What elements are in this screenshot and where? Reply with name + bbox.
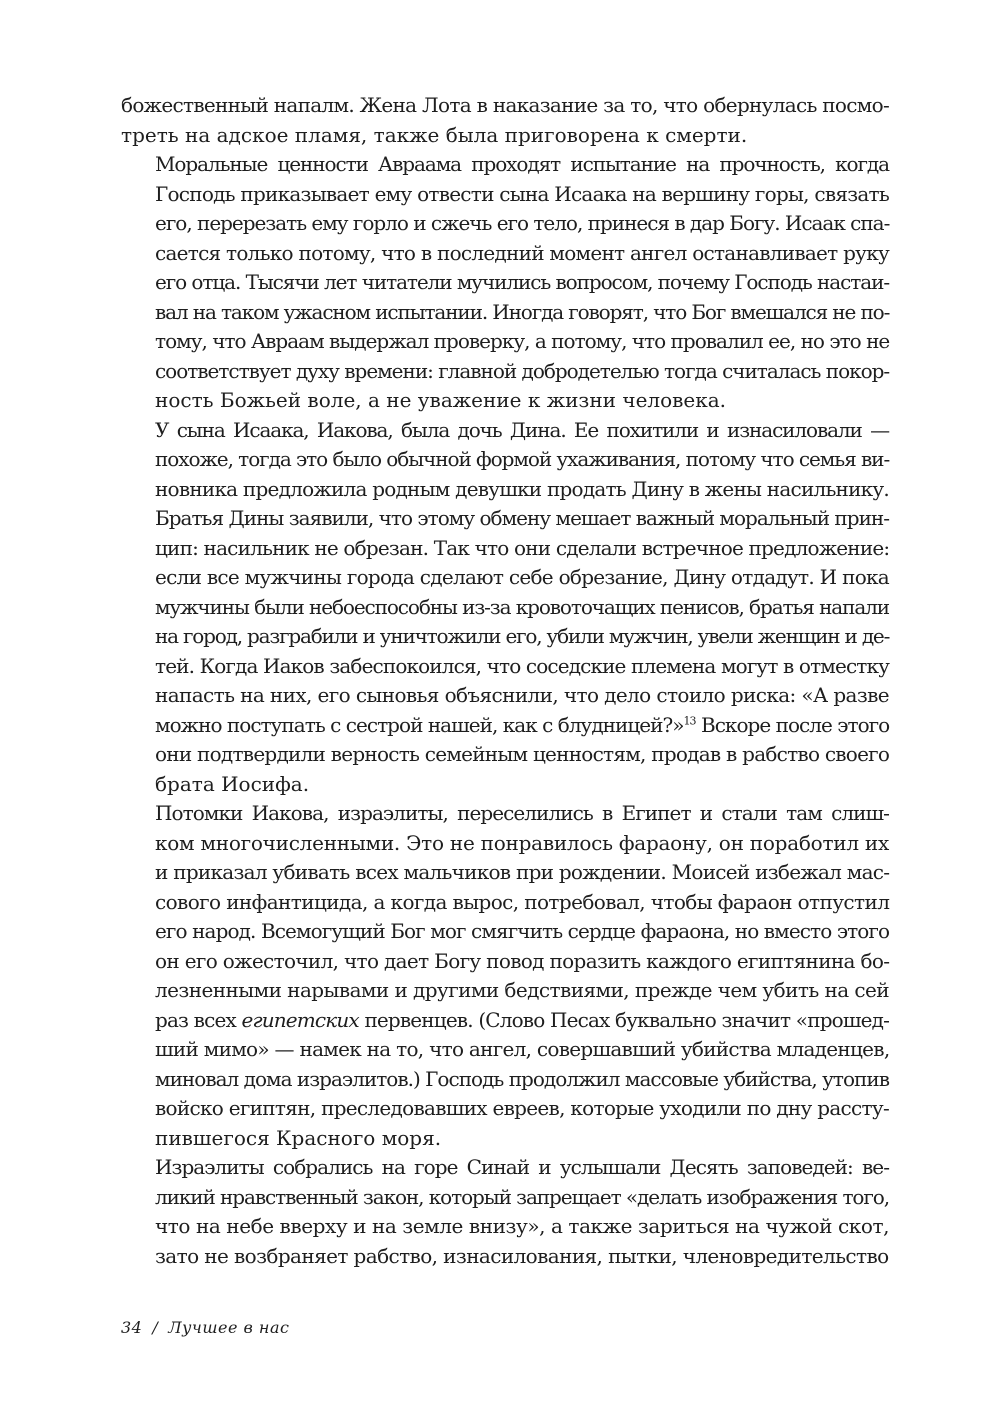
text-line: цип: насильник не обрезан. Так что они сделали встречное предложение:	[155, 535, 890, 560]
footnote-line-text: Вскоре после этого	[695, 712, 890, 737]
text-line: новника предложила родным девушки продать Дину в жены насильнику.	[155, 476, 889, 501]
footnote-line-text: можно поступать с сестрой нашей, как с блудницей?»	[155, 712, 684, 737]
text-line: его народ. Всемогущий Бог мог смягчить сердце фараона, но вместо этого	[155, 919, 890, 943]
text-line: сового инфантицида, а когда вырос, потребовал, чтобы фараон отпустил	[155, 889, 890, 914]
text-line: напасть на них, его сыновья объяснили, что дело стоило риска: «А разве	[155, 683, 889, 707]
text-line: миновал дома израэлитов.) Господь продолжил массовые убийства, утопив	[155, 1066, 889, 1091]
text-line: если все мужчины города сделают себе обрезание, Дину отдадут. И пока	[155, 565, 889, 589]
text-line: его, перерезать ему горло и сжечь его тело, принеся в дар Богу. Исаак спа-	[155, 211, 890, 235]
text-line: Господь приказывает ему отвести сына Исаака на вершину горы, связать	[155, 181, 889, 206]
paragraph	[121, 150, 889, 416]
text-line: У сына Исаака, Иакова, была дочь Дина. Ее похитили и изнасиловали —	[155, 417, 889, 442]
text-line: на город, разграбили и уничтожили его, убили мужчин, увели женщин и де-	[155, 624, 890, 648]
footer-separator: /	[152, 1318, 159, 1337]
text-line: ликий нравственный закон, который запрещает «делать изображения того,	[155, 1184, 889, 1209]
text-line: войско египтян, преследовавших евреев, которые уходили по дну рассту-	[155, 1096, 889, 1120]
text-line: Потомки Иакова, израэлиты, переселились в Египет и стали там слиш-	[155, 801, 889, 825]
text-line: божественный напалм. Жена Лота в наказание за то, что обернулась посмо-	[121, 93, 889, 117]
text-line: соответствует духу времени: главной добродетелью тогда считалась покор-	[155, 358, 890, 383]
paragraph	[121, 799, 889, 1153]
page-number: 34	[121, 1318, 143, 1337]
text-line: ший мимо» — намек на то, что ангел, совершавший убийства младенцев,	[155, 1037, 890, 1061]
text-line: его отца. Тысячи лет читатели мучились вопросом, почему Господь настаи-	[155, 270, 889, 294]
text-line: лезненными нарывами и другими бедствиями, прежде чем убить на сей	[155, 978, 890, 1002]
text-line: зато не возбраняет рабство, изнасилования, пытки, членовредительство	[155, 1243, 889, 1268]
body-text	[121, 91, 889, 1271]
italic-word: египетских	[241, 1007, 359, 1032]
line-text: первенцев. (Слово Песах буквально значит «прошед-	[358, 1007, 889, 1032]
text-line: Моральные ценности Авраама проходят испытание на прочность, когда	[155, 152, 889, 176]
book-title: Лучшее в нас	[168, 1318, 290, 1337]
text-line: что на небе вверху и на земле внизу», а также зариться на чужой скот,	[155, 1214, 889, 1238]
text-line: сается только потому, что в последний момент ангел останавливает руку	[155, 240, 889, 265]
text-line: ком многочисленными. Это не понравилось фараону, он поработил их	[155, 830, 890, 855]
text-line: пившегося Красного моря.	[155, 1125, 442, 1150]
text-line: брата Иосифа.	[155, 771, 310, 796]
text-line: и приказал убивать всех мальчиков при рождении. Моисей избежал мас-	[155, 860, 890, 884]
line-text: раз всех	[155, 1007, 242, 1032]
text-line: Израэлиты собрались на горе Синай и услышали Десять заповедей: ве-	[155, 1155, 889, 1179]
text-line	[121, 711, 889, 741]
paragraph	[121, 1153, 889, 1271]
paragraph	[121, 91, 889, 150]
page-footer	[121, 1318, 289, 1337]
text-line: Братья Дины заявили, что этому обмену мешает важный моральный прин-	[155, 506, 890, 530]
text-line: они подтвердили верность семейным ценностям, продав в рабство своего	[155, 742, 890, 766]
text-line	[121, 1006, 889, 1036]
text-line: ность Божьей воле, а не уважение к жизни человека.	[155, 388, 727, 412]
text-line: тей. Когда Иаков забеспокоился, что соседские племена могут в отместку	[155, 653, 889, 678]
paragraph	[121, 416, 889, 800]
text-line: мужчины были небоеспособны из-за кровоточащих пенисов, братья напали	[155, 594, 889, 619]
text-line: он его ожесточил, что дает Богу повод поразить каждого египтянина бо-	[155, 948, 890, 973]
text-line: похоже, тогда это было обычной формой ухаживания, потому что семья ви-	[155, 447, 890, 471]
footnote-mark[interactable]: 13	[683, 713, 696, 727]
text-line: треть на адское пламя, также была приговорена к смерти.	[121, 122, 748, 147]
text-line: тому, что Авраам выдержал проверку, а потому, что провалил ее, но это не	[155, 329, 890, 353]
text-line: вал на таком ужасном испытании. Иногда говорят, что Бог вмешался не по-	[155, 299, 890, 324]
